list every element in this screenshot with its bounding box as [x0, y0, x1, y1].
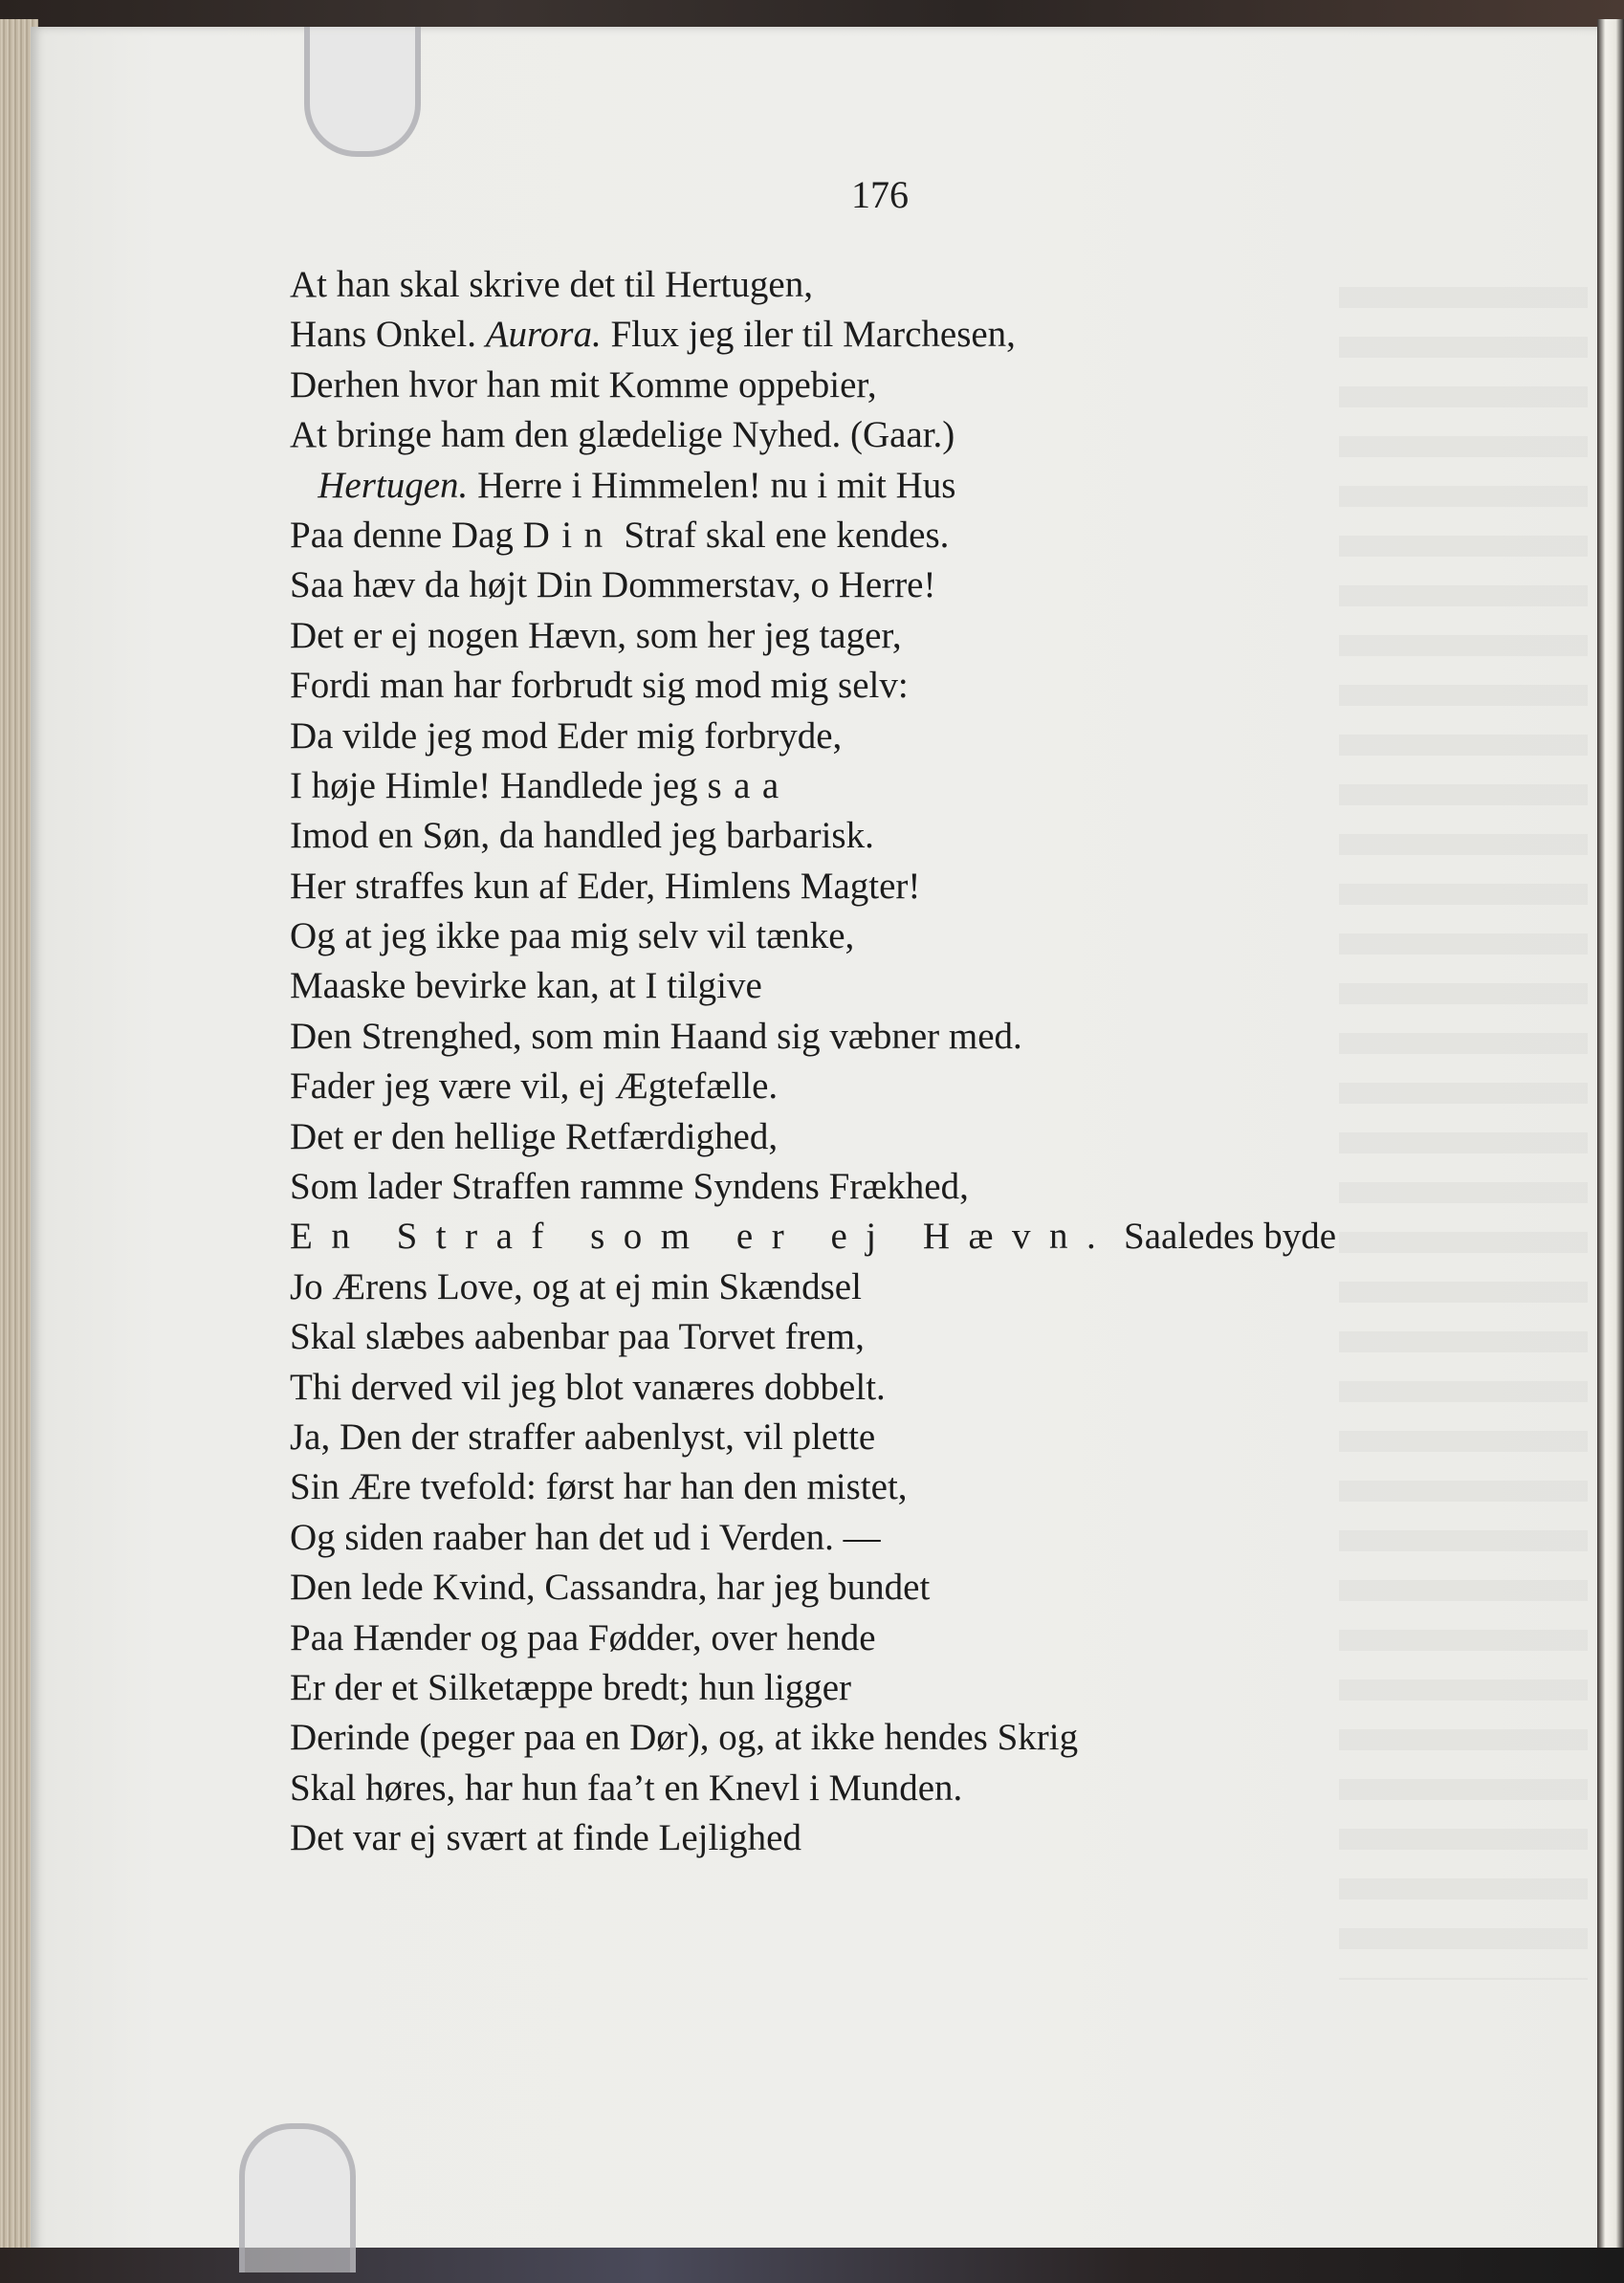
text-line — [290, 961, 1437, 1011]
text-line — [290, 410, 1437, 460]
text-segment: Derhen hvor han mit Komme oppebier, — [290, 363, 877, 406]
text-segment: Det er den hellige Retfærdighed, — [290, 1115, 779, 1157]
text-line — [290, 1062, 1437, 1111]
text-segment: Aurora. — [485, 314, 602, 356]
text-segment: Den lede Kvind, Cassandra, har jeg bundet — [290, 1567, 931, 1609]
page-clip-bottom — [239, 2123, 356, 2272]
text-line — [290, 911, 1437, 961]
text-segment: Straf skal ene kendes. — [614, 514, 950, 556]
text-line — [290, 712, 1437, 761]
text-line — [290, 560, 1437, 610]
text-line — [290, 310, 1437, 360]
text-line — [290, 1563, 1437, 1613]
text-line — [290, 461, 1437, 511]
text-line — [290, 1513, 1437, 1563]
text-segment: I høje Himle! Handlede jeg — [290, 764, 708, 806]
text-segment: Paa denne Dag — [290, 514, 523, 556]
text-segment: Er der et Silketæppe bredt; hun ligger — [290, 1666, 852, 1708]
text-line — [290, 761, 1437, 811]
text-line — [290, 1713, 1437, 1763]
text-segment: Jo Ærens Love, og at ej min Skændsel — [290, 1265, 862, 1307]
text-segment: At bringe ham den glædelige Nyhed. (Gaar.) — [290, 414, 955, 456]
text-line — [290, 1613, 1437, 1663]
text-line — [290, 1012, 1437, 1062]
text-segment: Flux jeg iler til Marchesen, — [601, 314, 1016, 356]
text-segment: Og at jeg ikke paa mig selv vil tænke, — [290, 915, 855, 957]
text-line — [290, 1764, 1437, 1813]
text-line — [290, 1363, 1437, 1413]
text-segment: Derinde (peger paa en Dør), og, at ikke hendes Skrig — [290, 1717, 1079, 1759]
text-segment: Og siden raaber han det ud i Verden. — — [290, 1516, 881, 1558]
text-line — [290, 1312, 1437, 1362]
text-segment: Fordi man har forbrudt sig mod mig selv: — [290, 665, 909, 707]
text-line — [290, 511, 1437, 560]
text-line — [290, 1162, 1437, 1212]
text-line — [290, 862, 1437, 911]
text-segment: Saaledes byde — [1114, 1216, 1337, 1258]
text-segment: saa — [707, 764, 791, 806]
page-right-edge — [1597, 19, 1624, 2267]
text-segment: Hertugen. — [318, 464, 469, 506]
text-segment: At han skal skrive det til Hertugen, — [290, 264, 813, 305]
text-segment: Skal slæbes aabenbar paa Torvet frem, — [290, 1316, 865, 1358]
text-segment: Saa hæv da højt Din Dommerstav, o Herre! — [290, 564, 936, 606]
text-segment: Hans Onkel. — [290, 314, 486, 356]
text-segment: Det er ej nogen Hævn, som her jeg tager, — [290, 614, 902, 656]
text-line — [290, 1413, 1437, 1462]
text-segment: Skal høres, har hun faa’t en Knevl i Munden. — [290, 1767, 963, 1809]
text-segment: Sin Ære tvefold: først har han den mistet, — [290, 1466, 908, 1508]
text-segment: Da vilde jeg mod Eder mig forbryde, — [290, 714, 843, 757]
text-segment: Den Strenghed, som min Haand sig væbner med. — [290, 1015, 1022, 1057]
text-segment: Fader jeg være vil, ej Ægtefælle. — [290, 1065, 779, 1108]
text-line — [290, 611, 1437, 661]
text-line — [290, 1462, 1437, 1512]
text-segment: Det var ej svært at finde Lejlighed — [290, 1817, 801, 1859]
text-line — [290, 260, 1437, 310]
text-line — [290, 661, 1437, 711]
text-segment — [290, 465, 318, 506]
text-line — [290, 361, 1437, 410]
text-line — [290, 1112, 1437, 1162]
text-segment: Maaske bevirke kan, at I tilgive — [290, 965, 762, 1007]
text-line — [290, 811, 1437, 861]
text-segment: Her straffes kun af Eder, Himlens Magter! — [290, 865, 921, 907]
text-segment: Din — [522, 514, 615, 556]
text-segment: Ja, Den der straffer aabenlyst, vil plette — [290, 1416, 876, 1458]
text-segment: En Straf som er ej Hævn. — [290, 1216, 1115, 1258]
text-segment: Som lader Straffen ramme Syndens Frækhed, — [290, 1166, 969, 1208]
text-line — [290, 1212, 1437, 1262]
page-clip-top — [304, 27, 421, 157]
page-number: 176 — [851, 173, 909, 216]
verse-text — [290, 260, 1437, 1864]
text-line — [290, 1262, 1437, 1312]
text-segment: Paa Hænder og paa Fødder, over hende — [290, 1616, 876, 1658]
text-segment: Herre i Himmelen! nu i mit Hus — [468, 464, 956, 506]
text-line — [290, 1663, 1437, 1713]
text-segment: Thi derved vil jeg blot vanæres dobbelt. — [290, 1366, 886, 1408]
text-line — [290, 1813, 1437, 1863]
text-segment: Imod en Søn, da handled jeg barbarisk. — [290, 815, 874, 857]
